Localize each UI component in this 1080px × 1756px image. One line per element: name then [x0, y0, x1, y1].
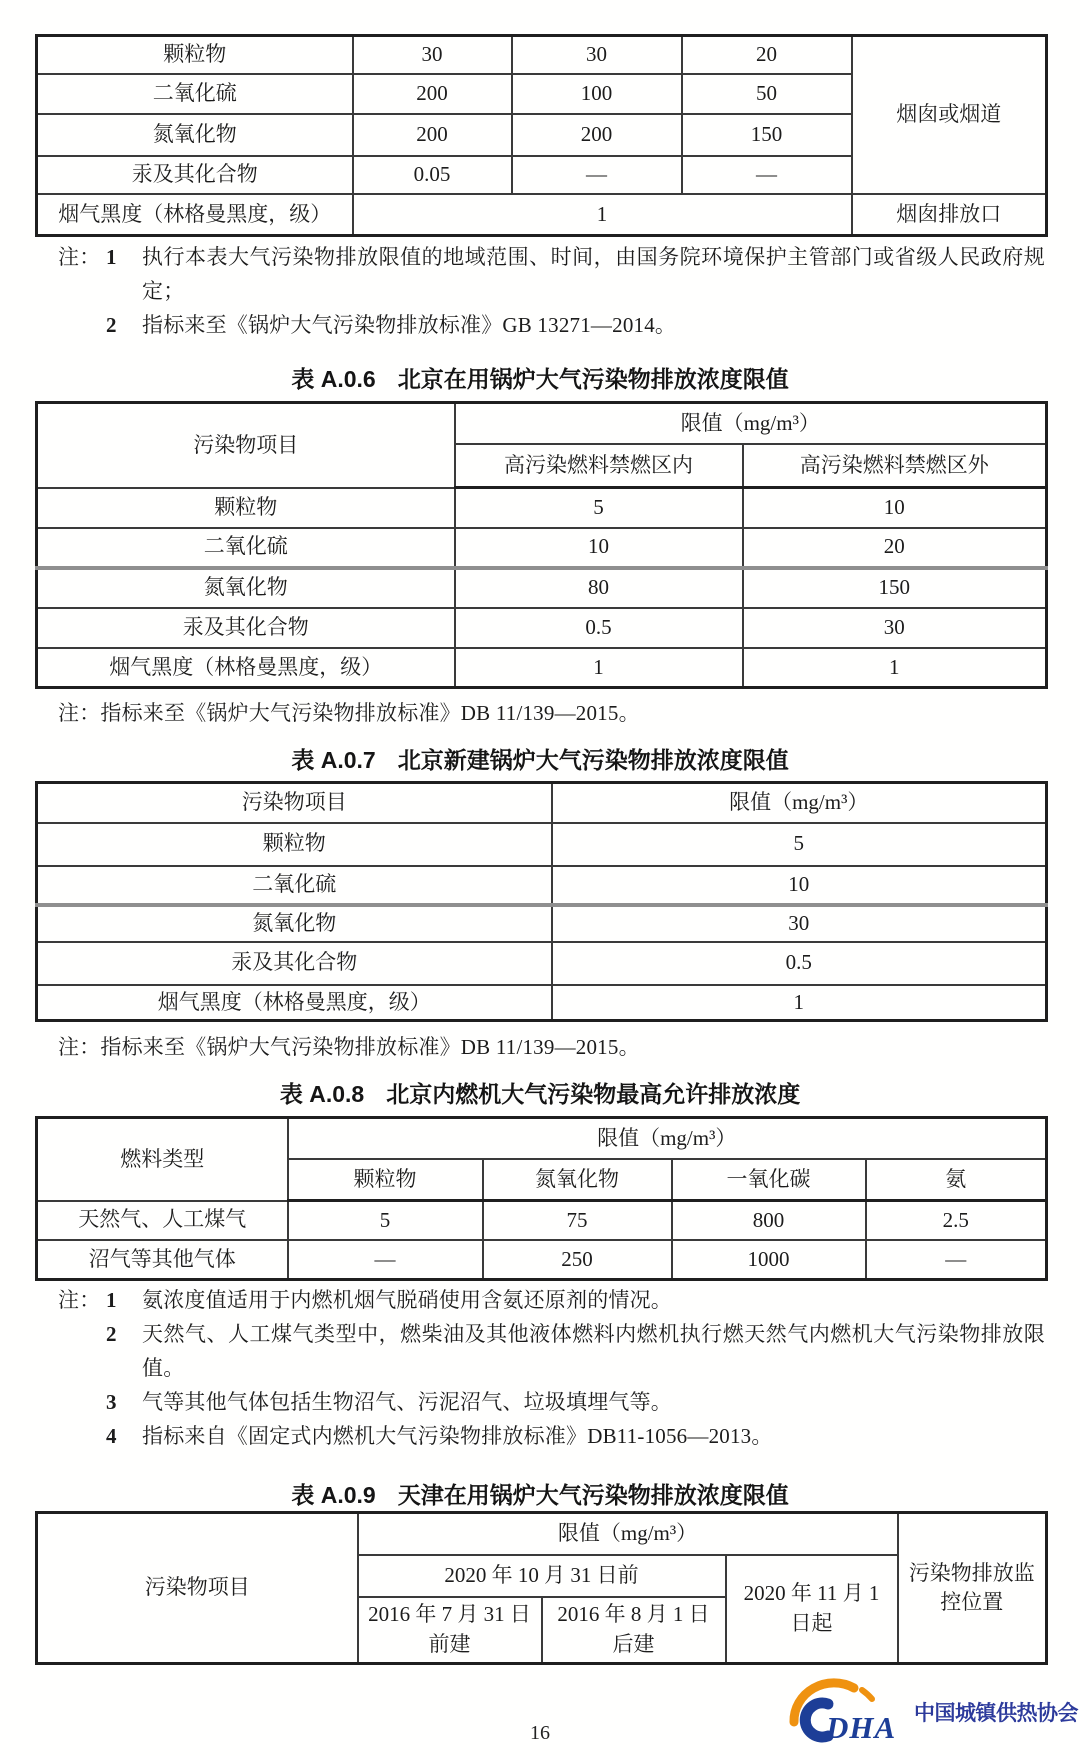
table-a09-title: [0, 1477, 1080, 1510]
table-a08: [35, 1116, 1045, 1278]
header-row: [37, 1118, 1047, 1159]
pollutant-name-cell: 汞及其化合物: [37, 608, 455, 648]
limit-value-cell: 1: [743, 648, 1047, 688]
limit-value-cell: —: [288, 1240, 483, 1280]
limit-value-cell: 30: [353, 36, 512, 74]
limit-value-cell: 20: [682, 36, 852, 74]
limit-value-cell: —: [682, 156, 852, 194]
note-text: 氨浓度值适用于内燃机烟气脱硝使用含氨还原剂的情况。: [142, 1288, 672, 1312]
page-number: 16: [530, 1722, 550, 1744]
note-number: 1: [106, 1288, 117, 1312]
note-label: 注：: [58, 1288, 101, 1312]
table-number: 表 A.0.7: [291, 747, 376, 773]
table-row: [37, 823, 1047, 866]
built-before-header-cell: 2016 年 7 月 31 日前建: [358, 1597, 542, 1664]
table-row: [37, 36, 1047, 74]
emission-limits-continued-table: [35, 34, 1045, 234]
pollutant-name-cell: 氮氧化物: [37, 905, 552, 942]
pollutant-name-cell: 颗粒物: [37, 823, 552, 866]
limit-value-cell: 150: [743, 568, 1047, 608]
note-number: 2: [106, 313, 117, 337]
header-row: [37, 783, 1047, 823]
pollutant-name-cell: 汞及其化合物: [37, 156, 353, 194]
limit-value-cell: 5: [552, 823, 1047, 866]
fuel-type-header-cell: 燃料类型: [37, 1118, 288, 1201]
monitor-header-cell: 污染物排放监控位置: [898, 1513, 1047, 1664]
table-a07: [35, 781, 1045, 1019]
pollutant-name-cell: 烟气黑度（林格曼黑度，级）: [37, 194, 353, 236]
limit-value-cell: 30: [512, 36, 682, 74]
limit-value-cell: 800: [672, 1201, 866, 1240]
limit-value-cell: 75: [483, 1201, 672, 1240]
monitor-location-cell: 烟囱或烟道: [852, 36, 1047, 194]
table-row: [37, 1201, 1047, 1240]
limit-header-cell: 限值（mg/m³）: [455, 403, 1047, 444]
note-number: 3: [106, 1390, 117, 1414]
limit-value-cell: 150: [682, 114, 852, 156]
limit-value-cell: 1000: [672, 1240, 866, 1280]
limit-value-cell: 30: [743, 608, 1047, 648]
limit-value-cell: 100: [512, 74, 682, 114]
limit-value-cell: 0.05: [353, 156, 512, 194]
pollutant-header-cell: 污染物项目: [37, 403, 455, 488]
limit-value-cell: —: [866, 1240, 1047, 1280]
pollutant-name-cell: 氮氧化物: [37, 568, 455, 608]
limit-value-cell: 10: [552, 866, 1047, 905]
pollutant-header-cell: 污染物项目: [37, 783, 552, 823]
pm-header-cell: 颗粒物: [288, 1159, 483, 1201]
table-row: [37, 568, 1047, 608]
limit-value-cell: 10: [743, 488, 1047, 528]
table-row: [37, 608, 1047, 648]
pollutant-name-cell: 烟气黑度（林格曼黑度，级）: [37, 985, 552, 1021]
table-row: [37, 1240, 1047, 1280]
note-label: [58, 1419, 106, 1453]
header-row: [37, 1513, 1047, 1555]
table-row: [37, 905, 1047, 942]
nox-header-cell: 氮氧化物: [483, 1159, 672, 1201]
limit-value-cell: 0.5: [455, 608, 743, 648]
table-title-text: 北京新建锅炉大气污染物排放浓度限值: [397, 747, 789, 773]
notes-block: [58, 240, 1045, 342]
pollutant-name-cell: 颗粒物: [37, 488, 455, 528]
limit-value-cell: 2.5: [866, 1201, 1047, 1240]
table-title-text: 北京内燃机大气污染物最高允许排放浓度: [386, 1081, 801, 1107]
table-row: [37, 985, 1047, 1021]
nh3-header-cell: 氨: [866, 1159, 1047, 1201]
pollutant-name-cell: 二氧化硫: [37, 74, 353, 114]
zone-in-header-cell: 高污染燃料禁燃区内: [455, 444, 743, 488]
table-a08-title: [0, 1076, 1080, 1109]
limit-value-cell: 5: [455, 488, 743, 528]
fuel-type-cell: 天然气、人工煤气: [37, 1201, 288, 1240]
limit-value-cell: 50: [682, 74, 852, 114]
table-a09: [35, 1511, 1045, 1662]
pollutant-name-cell: 二氧化硫: [37, 528, 455, 568]
date-after-header-cell: 2020 年 11 月 1 日起: [726, 1555, 898, 1664]
note-label: [58, 1317, 106, 1385]
limit-header-cell: 限值（mg/m³）: [552, 783, 1047, 823]
table-row: [37, 942, 1047, 985]
table-a08-notes: [58, 1283, 1045, 1453]
note-number: 4: [106, 1424, 117, 1448]
table-title-text: 天津在用锅炉大气污染物排放浓度限值: [397, 1482, 789, 1508]
table-row: [37, 194, 1047, 236]
pollutant-name-cell: 氮氧化物: [37, 114, 353, 156]
note-text: 执行本表大气污染物排放限值的地域范围、时间，由国务院环境保护主管部门或省级人民政府规定；: [142, 245, 1045, 303]
date-before-header-cell: 2020 年 10 月 31 日前: [358, 1555, 726, 1597]
pollutant-name-cell: 二氧化硫: [37, 866, 552, 905]
limit-value-cell: —: [512, 156, 682, 194]
limit-header-cell: 限值（mg/m³）: [358, 1513, 898, 1555]
logo-org-name: 中国城镇供热协会: [914, 1702, 1078, 1725]
table-a06-note: 注：指标来至《锅炉大气污染物排放标准》DB 11/139—2015。: [58, 701, 640, 725]
limit-value-cell: 200: [353, 74, 512, 114]
table-a06: [35, 401, 1045, 686]
table-a07-note: 注：指标来至《锅炉大气污染物排放标准》DB 11/139—2015。: [58, 1035, 640, 1059]
note-text: 天然气、人工煤气类型中，燃柴油及其他液体燃料内燃机执行燃天然气内燃机大气污染物排放限值。: [142, 1322, 1045, 1380]
note-label: 注：: [58, 245, 101, 269]
fuel-type-cell: 沼气等其他气体: [37, 1240, 288, 1280]
limit-value-cell: 0.5: [552, 942, 1047, 985]
limit-value-cell: 20: [743, 528, 1047, 568]
note-number: 1: [106, 245, 117, 269]
limit-value-cell: 250: [483, 1240, 672, 1280]
monitor-location-cell: 烟囱排放口: [852, 194, 1047, 236]
table-a07-title: [0, 742, 1080, 775]
pollutant-name-cell: 汞及其化合物: [37, 942, 552, 985]
limit-value-cell: 200: [353, 114, 512, 156]
table-row: [37, 866, 1047, 905]
note-label: [58, 308, 106, 342]
limit-value-cell: 1: [552, 985, 1047, 1021]
note-text: 指标来至《锅炉大气污染物排放标准》GB 13271—2014。: [142, 313, 677, 337]
limit-header-cell: 限值（mg/m³）: [288, 1118, 1047, 1159]
table-title-text: 北京在用锅炉大气污染物排放浓度限值: [397, 366, 789, 392]
table-number: 表 A.0.9: [291, 1482, 376, 1508]
logo-orange-wave-icon: [862, 1690, 872, 1699]
limit-value-cell: 200: [512, 114, 682, 156]
limit-value-cell: 80: [455, 568, 743, 608]
limit-value-cell: 30: [552, 905, 1047, 942]
limit-value-cell: 10: [455, 528, 743, 568]
note-text: 指标来自《固定式内燃机大气污染物排放标准》DB11-1056—2013。: [142, 1424, 773, 1448]
co-header-cell: 一氧化碳: [672, 1159, 866, 1201]
table-row: [37, 488, 1047, 528]
table-a06-title: [0, 361, 1080, 394]
pollutant-header-cell: 污染物项目: [37, 1513, 358, 1664]
pollutant-name-cell: 烟气黑度（林格曼黑度，级）: [37, 648, 455, 688]
note-text: 气等其他气体包括生物沼气、污泥沼气、垃圾填埋气等。: [142, 1390, 672, 1414]
note-label: [58, 1385, 106, 1419]
limit-value-cell: 1: [353, 194, 852, 236]
note-number: 2: [106, 1322, 117, 1346]
logo-acronym: DHA: [826, 1710, 897, 1745]
zone-out-header-cell: 高污染燃料禁燃区外: [743, 444, 1047, 488]
pollutant-name-cell: 颗粒物: [37, 36, 353, 74]
header-row: [37, 403, 1047, 444]
limit-value-cell: 5: [288, 1201, 483, 1240]
limit-value-cell: 1: [455, 648, 743, 688]
table-row: [37, 528, 1047, 568]
table-number: 表 A.0.8: [279, 1081, 365, 1107]
table-number: 表 A.0.6: [291, 366, 376, 392]
built-after-header-cell: 2016 年 8 月 1 日后建: [542, 1597, 726, 1664]
table-row: [37, 648, 1047, 688]
